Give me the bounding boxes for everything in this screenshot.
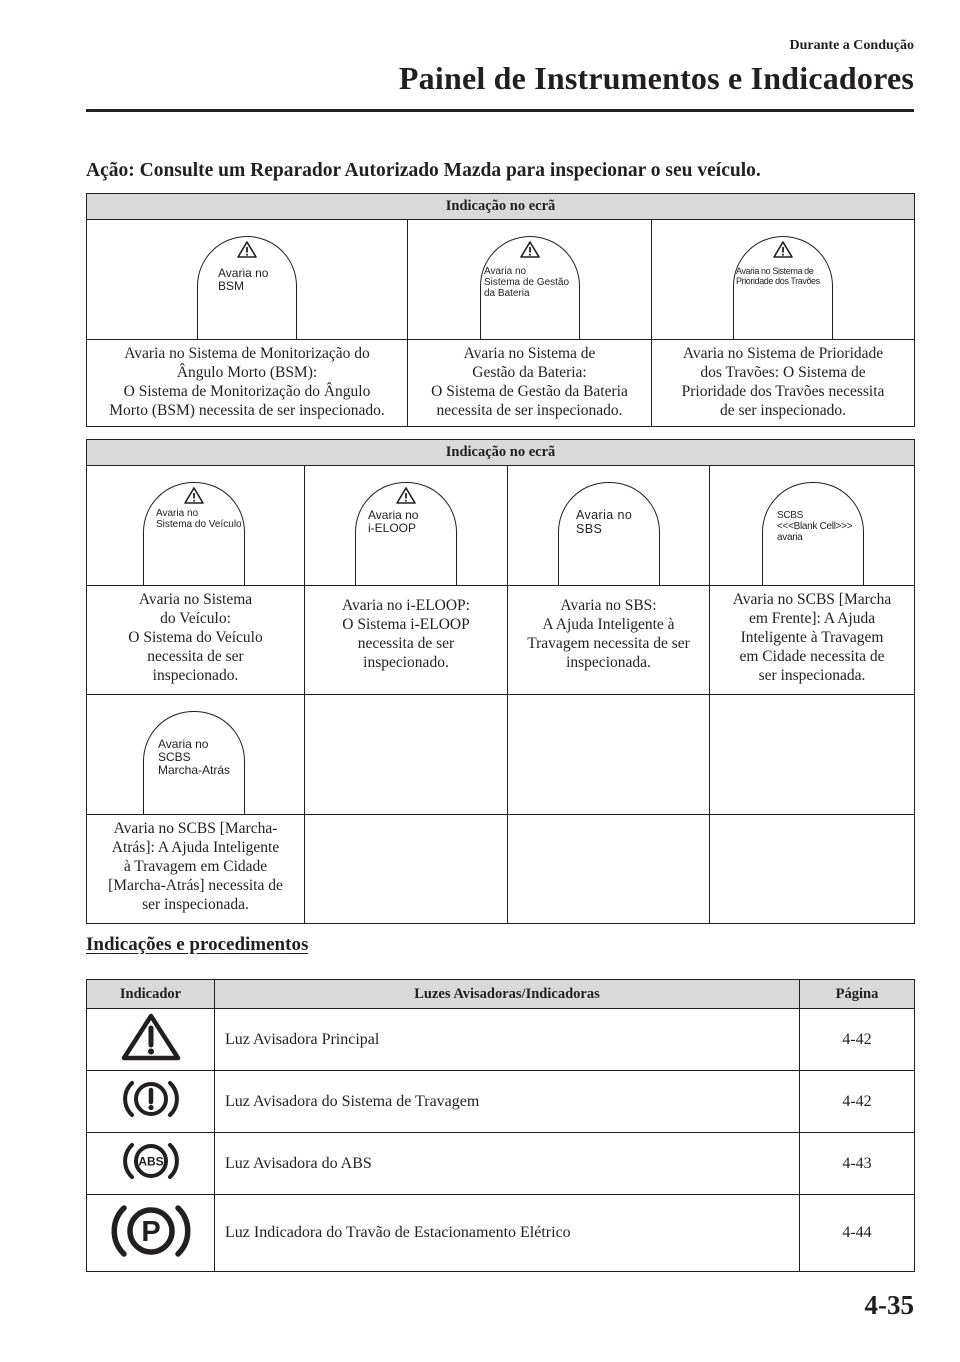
screen-cell <box>408 220 652 340</box>
screen-cell <box>305 466 508 586</box>
screen-text-line: <<<Blank Cell>>> <box>777 520 853 532</box>
desc-line: Avaria no Sistema <box>138 591 253 608</box>
indicator-cell <box>87 1071 215 1133</box>
screen-text-line: avaria <box>777 531 803 543</box>
screen-cell <box>87 695 305 815</box>
warning-triangle-icon <box>396 487 416 504</box>
screen-text-line: Prioridade dos Travões <box>736 275 820 286</box>
screen-text-line: Sistema do Veículo <box>156 518 242 530</box>
action-line: Ação: Consulte um Reparador Autorizado Mazda para inspecionar o seu veículo. <box>86 160 761 181</box>
desc-line: O Sistema de Gestão da Bateria <box>431 383 628 400</box>
page-reference: 4-44 <box>800 1195 915 1272</box>
section-heading: Indicações e procedimentos <box>86 934 309 955</box>
desc-line: Avaria no Sistema de Monitorização do <box>124 345 370 362</box>
description-cell <box>305 586 508 695</box>
desc-line: Travagem necessita de ser <box>527 635 690 652</box>
description-cell <box>87 340 408 427</box>
description-cell <box>652 340 915 427</box>
page-reference: 4-42 <box>800 1009 915 1071</box>
indicator-name: Luz Indicadora do Travão de Estacionamento Elétrico <box>215 1195 800 1272</box>
display-screen-brake-priority <box>733 236 833 339</box>
warning-triangle-icon <box>237 241 257 258</box>
screen-text-line: da Bateria <box>484 287 530 299</box>
desc-line: necessita de ser <box>357 635 455 652</box>
svg-text:P: P <box>140 1215 161 1248</box>
desc-line: Avaria no i-ELOOP: <box>342 597 470 614</box>
page-number: 4-35 <box>864 1290 914 1320</box>
page-title: Painel de Instrumentos e Indicadores <box>398 60 914 96</box>
desc-line: Prioridade dos Travões necessita <box>681 383 885 400</box>
screen-text-line: SCBS <box>158 749 191 764</box>
screen-text-line: SBS <box>576 521 603 536</box>
desc-line: Avaria no Sistema de <box>463 345 596 362</box>
screen-text-line: i-ELOOP <box>368 520 417 535</box>
desc-line: Avaria no SCBS [Marcha- <box>113 820 278 837</box>
screen-text-line: Sistema de Gestão <box>484 276 570 288</box>
screen-text-line: Avaria no <box>156 508 199 519</box>
table-row <box>87 1195 915 1272</box>
table-caption: Indicação no ecrã <box>87 440 915 466</box>
screen-text-line: Avaria no <box>158 737 209 751</box>
table-row <box>87 1071 915 1133</box>
display-screen-bsm <box>197 236 297 339</box>
section-header: Durante a Condução <box>789 38 914 53</box>
display-screen-vehicle-system <box>143 482 245 585</box>
desc-line: Avaria no SBS: <box>560 597 657 614</box>
desc-line: O Sistema de Monitorização do Ângulo <box>123 383 371 400</box>
warning-triangle-icon <box>184 487 204 504</box>
description-cell <box>710 586 915 695</box>
indicators-table <box>86 979 915 1272</box>
desc-line: Atrás]: A Ajuda Inteligente <box>111 839 280 856</box>
master-warning-triangle-icon <box>120 1012 182 1062</box>
desc-line: Gestão da Bateria: <box>472 364 587 381</box>
desc-line: inspecionada. <box>566 654 651 671</box>
display-screen-sbs <box>558 482 660 585</box>
desc-line: inspecionado. <box>152 667 239 684</box>
indicator-cell <box>87 1133 215 1195</box>
empty-cell <box>305 695 508 815</box>
display-indication-table-1 <box>86 193 915 427</box>
description-cell <box>87 815 305 924</box>
display-screen-scbs-forward <box>762 482 864 585</box>
desc-line: A Ajuda Inteligente à <box>542 616 675 633</box>
desc-line: ser inspecionada. <box>142 896 249 913</box>
desc-line: inspecionado. <box>363 654 449 671</box>
desc-line: dos Travões: O Sistema de <box>700 364 866 381</box>
desc-line: ser inspecionada. <box>758 667 866 684</box>
display-screen-i-eloop <box>355 482 457 585</box>
screen-text-line: SCBS <box>777 510 804 521</box>
screen-cell <box>652 220 915 340</box>
empty-cell <box>710 695 915 815</box>
desc-line: do Veículo: <box>160 610 231 627</box>
header-rule <box>86 109 914 112</box>
desc-line: O Sistema do Veículo <box>128 629 263 646</box>
desc-line: Morto (BSM) necessita de ser inspecionado. <box>109 402 385 419</box>
desc-line: O Sistema i-ELOOP <box>342 616 470 633</box>
table-caption: Indicação no ecrã <box>87 194 915 220</box>
screen-text-line: Marcha-Atrás <box>158 762 231 777</box>
desc-line: necessita de ser inspecionado. <box>436 402 623 419</box>
indicator-name: Luz Avisadora do Sistema de Travagem <box>215 1071 800 1133</box>
table-row <box>87 1009 915 1071</box>
desc-line: Avaria no SCBS [Marcha <box>732 591 892 608</box>
display-screen-battery <box>480 236 580 339</box>
empty-cell <box>710 815 915 924</box>
screen-text-line: Avaria no <box>218 266 269 280</box>
screen-text-line: Avaria no <box>484 266 527 277</box>
desc-line: em Cidade necessita de <box>739 648 885 665</box>
electric-parking-brake-icon <box>109 1200 193 1262</box>
warning-triangle-icon <box>773 241 793 258</box>
desc-line: Inteligente à Travagem <box>740 629 884 646</box>
abs-warning-icon <box>120 1138 182 1184</box>
display-indication-table-2 <box>86 439 915 924</box>
desc-line: Ângulo Morto (BSM): <box>176 364 318 381</box>
desc-line: à Travagem em Cidade <box>123 858 268 875</box>
table-row <box>87 1133 915 1195</box>
empty-cell <box>305 815 508 924</box>
screen-text-line: Avaria no <box>576 508 633 522</box>
brake-system-warning-icon <box>120 1076 182 1122</box>
description-cell <box>408 340 652 427</box>
indicator-cell <box>87 1009 215 1071</box>
empty-cell <box>508 815 710 924</box>
column-header-page: Página <box>800 980 915 1009</box>
warning-triangle-icon <box>520 241 540 258</box>
display-screen-scbs-reverse <box>143 711 245 814</box>
page-reference: 4-43 <box>800 1133 915 1195</box>
screen-text-line: BSM <box>218 278 245 293</box>
description-cell <box>87 586 305 695</box>
desc-line: em Frente]: A Ajuda <box>748 610 876 627</box>
screen-text-line: Avaria no <box>368 508 419 522</box>
screen-cell <box>87 220 408 340</box>
desc-line: de ser inspecionado. <box>719 402 847 419</box>
svg-text:ABS: ABS <box>137 1154 164 1169</box>
desc-line: Avaria no Sistema de Prioridade <box>682 345 884 362</box>
screen-cell <box>87 466 305 586</box>
page-reference: 4-42 <box>800 1071 915 1133</box>
screen-text-line: Avaria no Sistema de <box>736 266 814 276</box>
desc-line: necessita de ser <box>147 648 244 665</box>
indicator-cell <box>87 1195 215 1272</box>
desc-line: [Marcha-Atrás] necessita de <box>108 877 283 894</box>
description-cell <box>508 586 710 695</box>
screen-cell <box>710 466 915 586</box>
empty-cell <box>508 695 710 815</box>
indicator-name: Luz Avisadora do ABS <box>215 1133 800 1195</box>
column-header-indicator: Indicador <box>87 980 215 1009</box>
column-header-lights: Luzes Avisadoras/Indicadoras <box>215 980 800 1009</box>
indicator-name: Luz Avisadora Principal <box>215 1009 800 1071</box>
screen-cell <box>508 466 710 586</box>
